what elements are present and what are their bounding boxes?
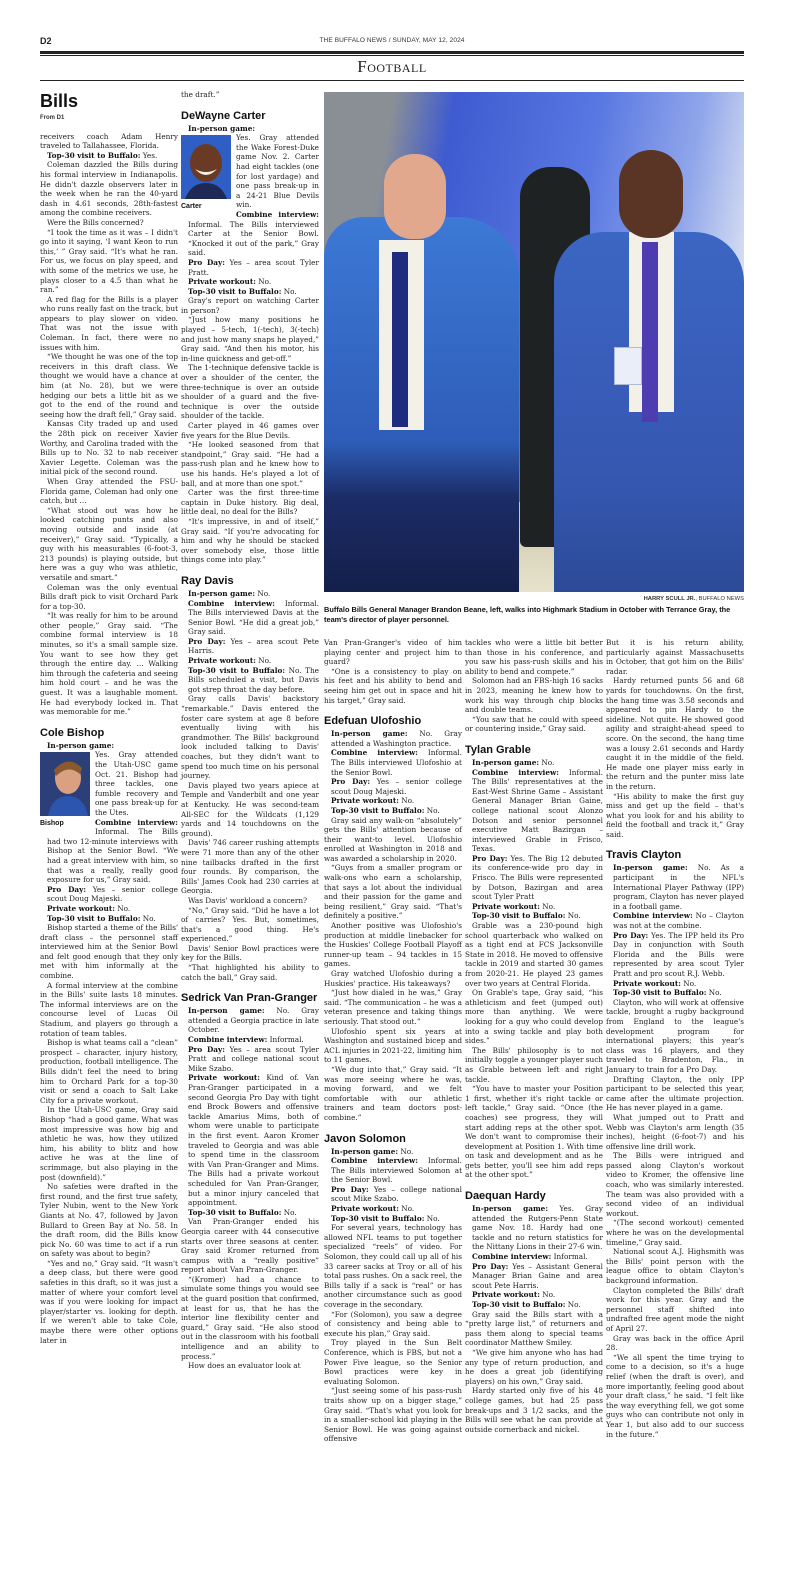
photo-credit: HARRY SCULL JR., BUFFALO NEWS [643, 596, 744, 602]
paragraph: “It was really for him to be around other people,” Gray said. “The combine formal interview is 18 minutes, so it's a small sample size. You want to see how they get through the entire day. … Walking him through the cafeteria and seeing him hold court – and he was the guest. It was a laughable moment. He had everybody locked in. That was memorable for me.” [40, 611, 178, 717]
article-kicker: Bills [40, 91, 79, 111]
page-number: D2 [40, 36, 52, 46]
subhead-clayton: Travis Clayton [606, 849, 682, 862]
subhead-carter: DeWayne Carter [181, 109, 266, 122]
photo-caption: Buffalo Bills General Manager Brandon Beane, left, walks into Highmark Stadium in October with Terrance Gray, the team's director of player personnel. [324, 605, 731, 624]
page-header [40, 32, 744, 52]
section-rule [40, 80, 744, 81]
jump-line: From D1 [40, 115, 65, 121]
credential-badge [614, 347, 642, 385]
carter-mugshot [181, 135, 231, 212]
paragraph: Coleman dazzled the Bills during his formal interview in Indianapolis. He didn't dazzle observers later in the week when he ran the 40-yard dash in 4.61 seconds, 28th-fastest among the combine receivers. [40, 160, 178, 218]
subhead-van-pran-granger: Sedrick Van Pran-Granger [181, 992, 318, 1005]
bishop-photo [40, 752, 90, 816]
paragraph: A red flag for the Bills is a player who runs really fast on the track, but appears to play slower on video. That was not the issue with Coleman. In fact, there were no issues with him. [40, 294, 178, 352]
header-rule-thin [40, 55, 744, 56]
mug-caption: Carter [181, 202, 202, 210]
subhead-grable: Tylan Grable [465, 743, 531, 756]
column-2: the draft.” DeWayne Carter In-person game: Carter Yes. Gray attended the Wake Forest-Duke game Nov. 2. Carter had eight tackles (one for lost yardage) and one pass break-up in a 24-21 Blue Devils win. Combine interview: Informal. The Bills interviewed Carter at the Senior Bowl. “Knocked it out of the park,” Gray said. Pro Day: Yes – area scout Tyler Pratt. Private workout: No. Top-30 visit to Buffalo: No. Gray's report on watching Carter in person? “Just how many positions he played – 5-tech, 1(-tech), 3(-tech) and just how many snaps he played,” Gray said. “And then his motor, his in-line quickness and get-off.” The 1-technique defensive tackle is over a shoulder of the center, the three-technique is over an outside shoulder of a guard and the five-technique is over the outside shoulder of the tackle. Carter played in 46 games over five years for the Blue Devils. “He looked seasoned from that standpoint,” Gray said. “He had a pass-rush plan and he knew how to use his hands. He's played a lot of ball, and at more than one spot.” Carter was the first three-time captain in Duke history. Big deal, little deal, no deal for the Bills? “It's impressive, in and of itself,” Gray said. “If you're advocating for him and why he should be stacked over somebody else, those little things come into play.” Ray Davis In-person game: No. Combine interview: Informal. The Bills interviewed Davis at the Senior Bowl. “He did a great job,” Gray said. Pro Day: Yes – area scout Pete Harris. Private workout: No. Top-30 visit to Buffalo: No. The Bills scheduled a visit, but Davis got strep throat the day before. Gray calls Davis' backstory “remarkable.” Davis entered the foster care system at age 8 before eventually living with his grandmother. The Bills' background look included talking to Davis' coaches, but they didn't want to spend too much time on his personal journey. Davis played two years apiece at Temple and Vanderbilt and one year at Kentucky. He was second-team All-SEC for the Wildcats (1,129 yards and 14 touchdowns on the ground). Davis' 746 career rushing attempts were 71 more than any of the other nine tailbacks drafted in the first four rounds. By comparison, the Bills' James Cook had 230 carries at Georgia. Was Davis' workload a concern? “No,” Gray said. “Did he have a lot of carries? Yes. But, sometimes, that's a good thing. He's experienced.” Davis' Senior Bowl practices were key for the Bills. “That highlighted his ability to catch the ball,” Gray said. Sedrick Van Pran-Granger In-person game: No. Gray attended a Georgia practice in late October. Combine interview: Informal. Pro Day: Yes – area scout Tyler Pratt and college national scout Mike Szabo. Private workout: Kind of. Van Pran-Granger participated in a second Georgia Pro Day with tight end Brock Bowers and offensive tackle Amarius Mims, both of whom were unable to participate in the first event. Aaron Kromer traveled to Georgia and was able to spend time in the classroom with Van Pran-Granger and Mims. The Bills had a private workout scheduled for Van Pran-Granger, but a minor injury canceled that appointment. Top-30 visit to Buffalo: No. Van Pran-Granger ended his Georgia career with 44 consecutive starts over three seasons at center. Gray said Kromer returned from campus with a “really positive” report about Van Pran-Granger. “(Kromer) had a chance to simulate some things you would see at the guard position that confirmed, at least for us, that he has the interior line flexibility center and guard,” Gray said. “He also stood out in the classroom with his football intelligence and an ability to process.” How does an evaluator look at [181, 90, 319, 1371]
column-3: Van Pran-Granger's video of him playing center and project him to guard? “One is a consistency to play on his feet and his ability to bend and seeing him get out in space and hit his target,” Gray said. Edefuan Ulofoshio In-person game: No. Gray attended a Washington practice. Combine interview: Informal. The Bills interviewed Ulofoshio at the Senior Bowl. Pro Day: Yes – senior college scout Doug Majeski. Private workout: No. Top-30 visit to Buffalo: No. Gray said any walk-on “absolutely” gets the Bills' attention because of their want-to level. Ulofoshio enrolled at Washington in 2018 and was awarded a scholarship in 2020. “Guys from a smaller program or walk-ons who earn a scholarship, that says a lot about the individual and their passion for the game and being resilient,” Gray said. “That's definitely a positive.” Another positive was Ulofoshio's production at middle linebacker for the Huskies' College Football Playoff runner-up team – 94 tackles in 15 games. Gray watched Ulofoshio during a Huskies' practice. His takeaways? “Just how dialed in he was,” Gray said. “The communication – he was a veteran presence and taking things seriously. That stood out.” Ulofoshio spent six years at Washington and sustained bicep and ACL injuries in 2021-22, limiting him to 11 games. “We dug into that,” Gray said. “It was more seeing where he was, moving forward, and we felt comfortable with our athletic trainers and team doctors post-combine.” Javon Solomon In-person game: No. Combine interview: Informal. The Bills interviewed Solomon at the Senior Bowl. Pro Day: Yes – college national scout Mike Szabo. Private workout: No. Top-30 visit to Buffalo: No. For several years, technology has allowed NFL teams to put together specialized “reels” of video. For Solomon, they could call up all of his 33 career sacks at Troy or all of his total pass rushes. On a sack reel, the Bills tally if a sack is “real” or has another circumstance such as good coverage in the secondary. “For (Solomon), you saw a degree of consistency and being able to execute his plan,” Gray said. Troy played in the Sun Belt Conference, which is FBS, but not a Power Five league, so the Senior Bowl practices were key in evaluating Solomon. “Just seeing some of his pass-rush traits show up on a bigger stage,” Gray said. “That's what you look for in a smaller-school kid playing in the Senior Bowl. He was going against offensive [324, 638, 462, 1444]
subhead-hardy: Daequan Hardy [465, 1190, 546, 1203]
paragraph: When Gray attended the FSU-Florida game, Coleman had only one catch, but … [40, 476, 178, 506]
bishop-mugshot [40, 752, 90, 829]
mug-caption: Bishop [40, 820, 64, 827]
subhead-ulofoshio: Edefuan Ulofoshio [324, 715, 422, 728]
paragraph: “I took the time as it was – I didn't go into it saying, ‘I want Keon to run this,’ ” Gray said. “It's what he ran. For us, we focus on play speed, and with some of the metrics we use, he plays closer to a 4.5 than what he ran.” [40, 227, 178, 295]
header-rule [40, 51, 744, 54]
paragraph: Kansas City traded up and used the 28th pick on receiver Xavier Worthy, and Carolina traded with the Bills up to No. 32 to nab receiver Xavier Legette. Coleman was the initial pick of the second round. [40, 419, 178, 477]
paragraph: Coleman was the only eventual Bills draft pick to visit Orchard Park for a top-30. [40, 582, 178, 611]
masthead: THE BUFFALO NEWS / SUNDAY, MAY 12, 2024 [319, 37, 465, 44]
paragraph: “We thought he was one of the top receivers in this draft class. We thought we would have a chance at him (at No. 28), but we were hedging our bets a little bit as we got to the end of the round and seeing how the draft fell,” Gray said. [40, 352, 178, 419]
section-title: Football [357, 57, 427, 76]
field-label: Top-30 visit to Buffalo: [47, 150, 141, 160]
paragraph: receivers coach Adam Henry traveled to Tallahassee, Florida. [40, 131, 178, 151]
paragraph: Were the Bills concerned? [47, 217, 144, 227]
top30-line: Top-30 visit to Buffalo: Yes. [47, 150, 158, 160]
subhead-davis: Ray Davis [181, 574, 234, 587]
subhead-solomon: Javon Solomon [324, 1132, 406, 1145]
paragraph: “What stood out was how he looked catching punts and also moving outside and inside (at receiver),” Gray said. “Typically, a guy with his measurables (6-foot-3, 213 pounds) is playing outside, but here was a guy who was athletic, versatile and smart.” [40, 505, 178, 582]
lead-photo [324, 92, 744, 592]
subhead-bishop: Cole Bishop [40, 726, 105, 739]
column-5: But it is his return ability, particularly against Massachusetts in October, that got him on the Bills' radar. Hardy returned punts 56 and 68 yards for touchdowns. On the first, the hang time was 3.58 seconds and appeared to pin Hardy to the sideline. Not quite. He showed good agility and straight-ahead speed to score. On the second, the hang time was a lousy 2.61 seconds and Hardy caught it in the middle of the field. He made one player miss early in the return and the punter miss late in the return. “His ability to make the first guy miss and get up the field – that's what you look for and his ability to field the football and track it,” Gray said. Travis Clayton In-person game: No. As a participant in the NFL's International Player Pathway (IPP) program, Clayton has never played in a football game. Combine interview: No – Clayton was not at the combine. Pro Day: Yes. The IPP held its Pro Day in conjunction with South Florida and the Bills were represented by area scout Tyler Pratt and pro scout R.J. Webb. Private workout: No. Top-30 visit to Buffalo: No. Clayton, who will work at offensive tackle, brought a rugby background from England to the league's development program for international players; this year's class was 16 players, and they traveled to Bradenton, Fla., in January to train for a Pro Day. Drafting Clayton, the only IPP participant to be selected this year, came after the ultimate projection. He has never played in a game. What jumped out to Pratt and Webb was Clayton's arm length (35 inches), height (6-foot-7) and his offensive line drill work. The Bills were intrigued and passed along Clayton's workout video to Kromer, the offensive line coach, who was similarly interested. The team was also provided with a second video of an individual workout. “(The second workout) cemented where he was on the developmental timeline,” Gray said. National scout A.J. Highsmith was the Bills' point person with the league office to obtain Clayton's background information. Clayton completed the Bills' draft work for this year. Gray and the personnel staff shifted into undrafted free agent mode the night of April 27. Gray was back in the office April 28. “We all spent the time trying to come to a decision, so it's a huge relief (when the draft is over), and more importantly, feeling good about your draft class,” he said. “I felt like the way everything fell, we got some guys who can contribute not only in Year 1, but also add to our success in the future.” [606, 638, 745, 1439]
column-4: tackles who were a little bit better than those in his conference, and you saw his pass-rush skills and his ability to bend and compete.” Solomon had an FBS-high 16 sacks in 2023, meaning he knew how to work his way through chip blocks and double teams. “You saw that he could with speed or countering inside,” Gray said. Tylan Grable In-person game: No. Combine interview: Informal. The Bills' representatives at the East-West Shrine Game – Assistant General Manager Brian Gaine, college national scout Alonzo Dotson and senior personnel executive Matt Bazirgan – interviewed Grable in Frisco, Texas. Pro Day: Yes. The Big 12 debuted its conference-wide pro day in Frisco. The Bills were represented by Dotson, Bazirgan and area scout Tyler Pratt Private workout: No. Top-30 visit to Buffalo: No. Grable was a 230-pound high school quarterback who walked on as a tight end at FCS Jacksonville State in 2018. He moved to offensive tackle in 2019 and started 30 games from 2020-21. He played 23 games over two years at Central Florida. On Grable's tape, Gray said, “his athleticism and feet (jumped out) more than anything. We were looking for a guy who could develop into a swing tackle and play both sides.” The Bills' philosophy is to not initially toggle a younger player such as Grable between left and right tackle. “You have to master your Position 1 first, whether it's right tackle or left tackle,” Gray said. “Once (the coaches) see progress, they will start adding reps at the other spot. We don't want to compromise their development at Position 1. With time on task and development and as he gets better, you'll see him add reps at the other spot.” Daequan Hardy In-person game: Yes. Gray attended the Rutgers-Penn State game Nov. 18. Hardy had one tackle and no return statistics for the Nittany Lions in their 27-6 win. Combine interview: Informal. Pro Day: Yes – Assistant General Manager Brian Gaine and area scout Pete Harris. Private workout: No. Top-30 visit to Buffalo: No. Gray said the Bills start with a “pretty large list,” of returners and pass them along to special teams coordinator Matthew Smiley. “We give him anyone who has had any type of return production, and he does a great job (identifying players) on his own,” Gray said. Hardy started only five of his 48 college games, but had 25 pass break-ups and 3 1/2 sacks, and the Bills will see what he can provide at outside cornerback and nickel. [465, 638, 603, 1434]
carter-photo [181, 135, 231, 199]
column-1: Bills From D1 receivers coach Adam Henry traveled to Tallahassee, Florida. Top-30 visit to Buffalo: Yes. Coleman dazzled the Bills during his formal interview in Indianapolis. He didn't dazzle observers later in the week when he ran the 40-yard dash in 4.61 seconds, 28th-fastest among the combine receivers. Were the Bills concerned? “I took the time as it was – I didn't go into it saying, ‘I want Keon to run this,’ ” Gray said. “It's what he ran. For us, we focus on play speed, and with some of the metrics we use, he plays closer to a 4.5 than what he ran.” A red flag for the Bills is a player who runs really fast on the track, but appears to play slower on video. That was not the issue with Coleman. In fact, there were no issues with him. “We thought he was one of the top receivers in this draft class. We thought we would have a chance at him (at No. 28), but we were hedging our bets a little bit as we got to the end of the round and seeing how the draft fell,” Gray said. Kansas City traded up and used the 28th pick on receiver Xavier Worthy, and Carolina traded with the Bills up to No. 32 to nab receiver Xavier Legette. Coleman was the initial pick of the second round. When Gray attended the FSU-Florida game, Coleman had only one catch, but … “What stood out was how he looked catching punts and also moving outside and inside (at receiver),” Gray said. “Typically, a guy with his measurables (6-foot-3, 213 pounds) is playing outside, but here was a guy who was athletic, versatile and smart.” Coleman was the only eventual Bills draft pick to visit Orchard Park for a top-30. “It was really for him to be around other people,” Gray said. “The combine formal interview is 18 minutes, so it's a small sample size. You want to see how they get through the entire day. … Walking him through the cafeteria and seeing him hold court – and he was the guest. It was a laughable moment. He had everybody locked in. That was memorable for me.” Cole Bishop In-person game: Bishop Yes. Gray attended the Utah-USC game Oct. 21. Bishop had three tackles, one fumble recovery and one pass break-up for the Utes. Combine interview: Informal. The Bills had two 12-minute interviews with Bishop at the Senior Bowl. “We had a great interview with him, so that was a really, really good exposure for us,” Gray said. Pro Day: Yes – senior college scout Doug Majeski. Private workout: No. Top-30 visit to Buffalo: No. Bishop started a theme of the Bills' draft class – the personnel staff interviewed him at the Senior Bowl and felt good enough that they only met with him informally at the combine. A formal interview at the combine in the Bills' suite lasts 18 minutes. The informal interviews are on the concourse level of Lucas Oil Stadium, and players go through a rotation of team tables. Bishop is what teams call a “clean” prospect – character, injury history, production, football intelligence. The Bills didn't feel the need to bring him to Orchard Park for a top-30 visit or send a coach to Salt Lake City for a private workout. In the Utah-USC game, Gray said Bishop “had a good game. What was most impressive was how big and athletic he was, how they utilized him, his ability to blitz and how active he was at the line of scrimmage, but also playing in the post (downfield).” No safeties were drafted in the first round, and the first true safety, Tyler Nubin, went to the New York Giants at No. 47, followed by Javon Bullard to Green Bay at No. 58. In the draft room, did the Bills know pick No. 60 was time to act if a run on safety was about to begin? “Yes and no,” Gray said. “It wasn't a deep class, but there were good safeties in this draft, so it was just a matter of where your comfort level was if you were looking for impact player/starter vs. looking for depth. If we weren't able to take Cole, maybe there were other options later in [40, 91, 178, 1345]
